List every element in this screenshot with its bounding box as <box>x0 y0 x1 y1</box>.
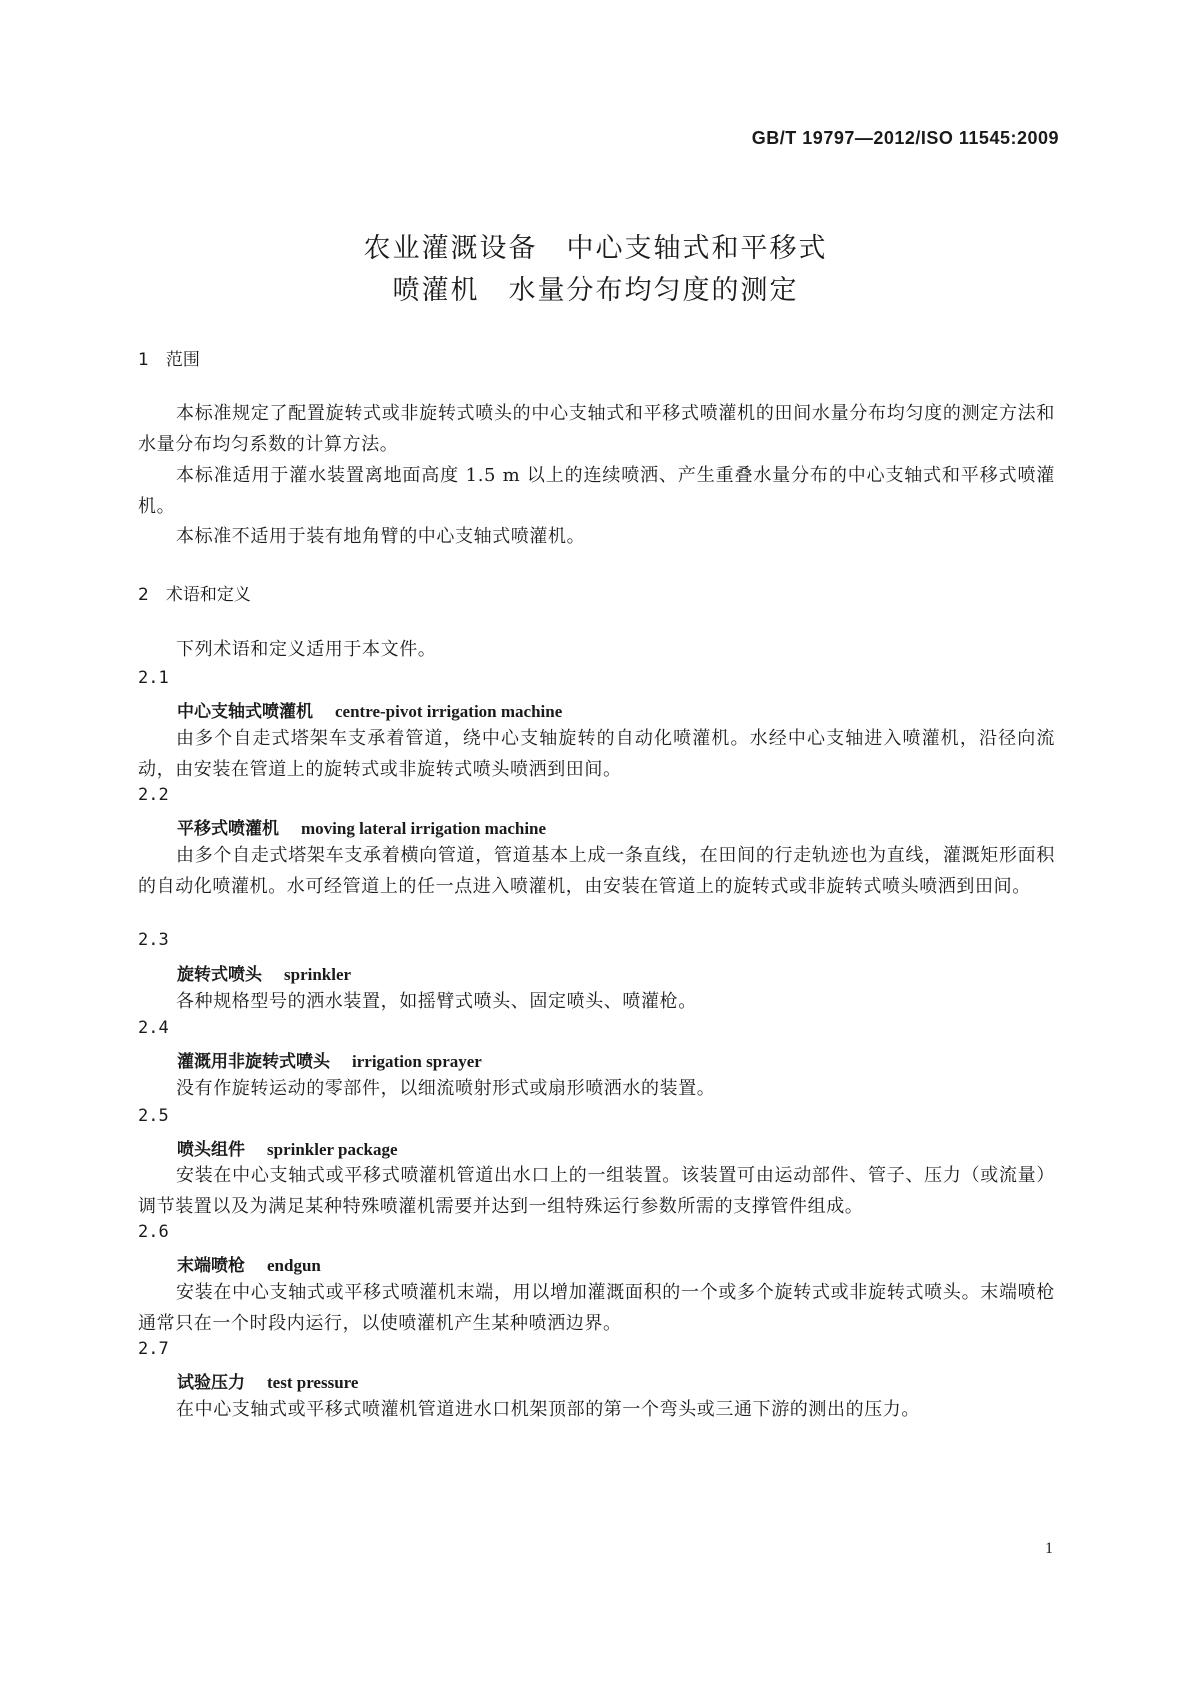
term-zh: 中心支轴式喷灌机 <box>177 702 313 722</box>
term-heading <box>177 1135 398 1160</box>
clause-number: 2.1 <box>138 668 169 688</box>
term-en: moving lateral irrigation machine <box>301 819 547 838</box>
term-definition: 由多个自走式塔架车支承着管道，绕中心支轴旋转的自动化喷灌机。水经中心支轴进入喷灌机，沿径向流动，由安装在管道上的旋转式或非旋转式喷头喷洒到田间。 <box>138 728 1055 780</box>
term-definition: 由多个自走式塔架车支承着横向管道，管道基本上成一条直线，在田间的行走轨迹也为直线，灌溉矩形面积的自动化喷灌机。水可经管道上的任一点进入喷灌机，由安装在管道上的旋转式或非旋转式喷头喷洒到田间。 <box>138 845 1055 897</box>
clause-number: 2.3 <box>138 930 169 950</box>
term-heading <box>177 1251 321 1276</box>
term-zh: 末端喷枪 <box>177 1256 245 1276</box>
title-line-1: 农业灌溉设备 中心支轴式和平移式 <box>363 233 828 264</box>
paragraph: 本标准适用于灌水装置离地面高度 1.5 m 以上的连续喷洒、产生重叠水量分布的中心支轴式和平移式喷灌机。 <box>138 465 1055 517</box>
clause-number: 2.4 <box>138 1018 169 1038</box>
standard-code: GB/T 19797—2012/ISO 11545:2009 <box>751 128 1059 148</box>
paragraph: 本标准规定了配置旋转式或非旋转式喷头的中心支轴式和平移式喷灌机的田间水量分布均匀度的测定方法和水量分布均匀系数的计算方法。 <box>138 403 1055 455</box>
term-heading <box>177 1368 358 1393</box>
term-en: sprinkler package <box>267 1140 398 1159</box>
term-definition: 各种规格型号的洒水装置，如摇臂式喷头、固定喷头、喷灌枪。 <box>176 991 697 1012</box>
paragraph: 本标准不适用于装有地角臂的中心支轴式喷灌机。 <box>176 526 586 547</box>
clause-number: 2.6 <box>138 1222 169 1242</box>
term-definition: 没有作旋转运动的零部件，以细流喷射形式或扇形喷洒水的装置。 <box>176 1078 716 1099</box>
section-1-heading: 1 范围 <box>138 350 200 370</box>
term-zh: 喷头组件 <box>177 1140 245 1160</box>
paragraph: 下列术语和定义适用于本文件。 <box>176 639 437 660</box>
section-2-heading: 2 术语和定义 <box>138 585 251 605</box>
term-heading <box>177 697 562 722</box>
term-definition: 在中心支轴式或平移式喷灌机管道进水口机架顶部的第一个弯头或三通下游的测出的压力。 <box>176 1399 920 1420</box>
term-heading <box>177 1047 482 1072</box>
title-line-2: 喷灌机 水量分布均匀度的测定 <box>392 275 799 306</box>
document-title <box>0 228 1191 312</box>
term-heading <box>177 814 546 839</box>
term-zh: 平移式喷灌机 <box>177 819 279 839</box>
term-definition: 安装在中心支轴式或平移式喷灌机末端，用以增加灌溉面积的一个或多个旋转式或非旋转式喷头。末端喷枪通常只在一个时段内运行，以使喷灌机产生某种喷洒边界。 <box>138 1282 1055 1334</box>
term-en: centre-pivot irrigation machine <box>335 702 563 721</box>
clause-number: 2.5 <box>138 1106 169 1126</box>
term-en: test pressure <box>267 1373 359 1392</box>
term-en: irrigation sprayer <box>352 1052 482 1071</box>
clause-number: 2.2 <box>138 785 169 805</box>
term-zh: 旋转式喷头 <box>177 965 262 985</box>
term-heading <box>177 960 351 985</box>
term-en: sprinkler <box>284 965 352 984</box>
term-zh: 试验压力 <box>177 1373 245 1393</box>
page-number: 1 <box>1045 1540 1053 1557</box>
term-en: endgun <box>267 1256 321 1275</box>
term-definition: 安装在中心支轴式或平移式喷灌机管道出水口上的一组装置。该装置可由运动部件、管子、压力（或流量）调节装置以及为满足某种特殊喷灌机需要并达到一组特殊运行参数所需的支撑管件组成。 <box>138 1165 1055 1217</box>
clause-number: 2.7 <box>138 1339 169 1359</box>
term-zh: 灌溉用非旋转式喷头 <box>177 1052 330 1072</box>
